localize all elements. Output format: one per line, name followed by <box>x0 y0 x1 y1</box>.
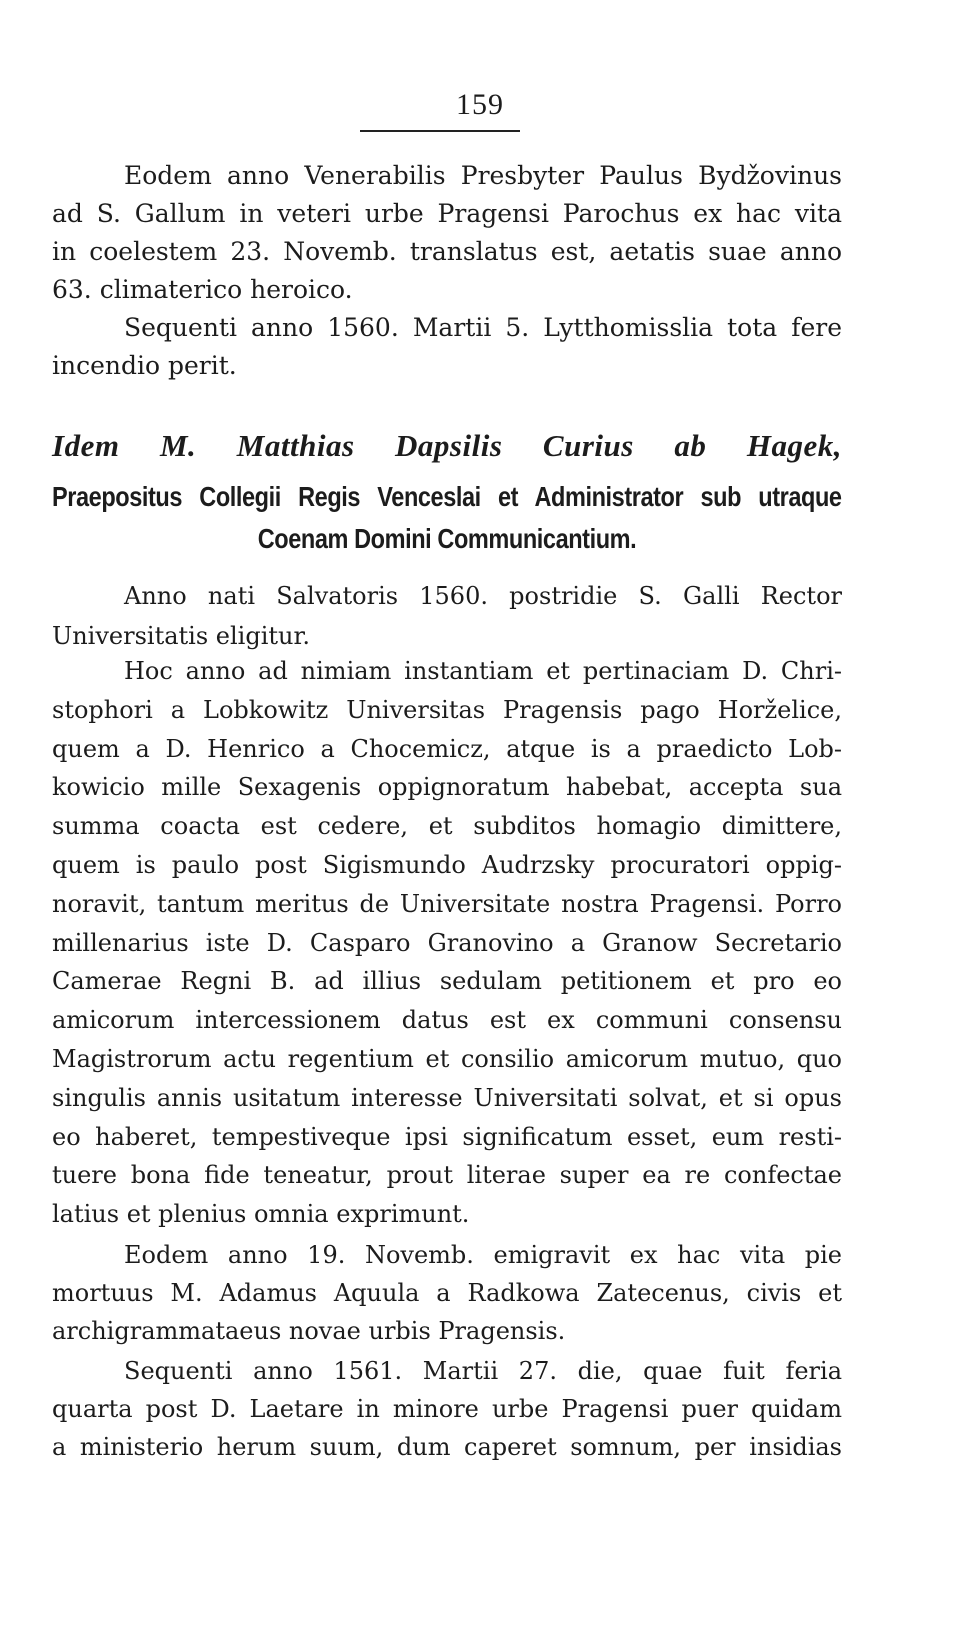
text-line: quarta post D. Laetare in minore urbe Pragensi puer quidam <box>52 1395 842 1423</box>
text-line: Eodem anno 19. Novemb. emigravit ex hac vita pie <box>124 1241 842 1269</box>
paragraph-4 <box>52 652 842 1234</box>
text-line: in coelestem 23. Novemb. translatus est, aetatis suae anno <box>52 237 842 266</box>
paragraph-6 <box>52 1352 842 1466</box>
text-line: 63. climaterico heroico. <box>52 275 353 304</box>
text-line: latius et plenius omnia exprimunt. <box>52 1200 470 1229</box>
text-line: Eodem anno Venerabilis Presbyter Paulus Bydžovinus <box>124 161 842 190</box>
text-line: millenarius iste D. Casparo Granovino a Granow Secretario <box>52 928 842 957</box>
paragraph-1 <box>52 157 842 309</box>
text-line: a ministerio herum suum, dum caperet somnum, per insidias <box>52 1433 842 1461</box>
text-line: Sequenti anno 1561. Martii 27. die, quae fuit feria <box>124 1357 842 1385</box>
paragraph-5 <box>52 1236 842 1350</box>
text-line: amicorum intercessionem datus est ex communi consensu <box>52 1006 842 1035</box>
text-line: Magistrorum actu regentium et consilio amicorum mutuo, quo <box>52 1044 842 1073</box>
text-line: ad S. Gallum in veteri urbe Pragensi Parochus ex hac vita <box>52 199 842 228</box>
text-line: Sequenti anno 1560. Martii 5. Lytthomisslia tota fere <box>124 313 842 342</box>
subtitle-line: Coenam Domini Communicantium. <box>257 523 637 554</box>
text-line: Universitatis eligitur. <box>52 622 310 650</box>
text-line: summa coacta est cedere, et subditos homagio dimittere, <box>52 812 842 841</box>
text-line: Camerae Regni B. ad illius sedulam petitionem et pro eo <box>52 967 842 996</box>
section-heading-subtitle <box>52 476 842 560</box>
text-line: archigrammataeus novae urbis Pragensis. <box>52 1317 566 1345</box>
header-rule <box>360 130 520 132</box>
text-line: stophori a Lobkowitz Universitas Pragensis pago Horželice, <box>52 695 842 724</box>
section-heading-title: Idem M. Matthias Dapsilis Curius ab Hagek, <box>52 428 842 463</box>
text-line: mortuus M. Adamus Aquula a Radkowa Zatecenus, civis et <box>52 1279 842 1307</box>
text-line: noravit, tantum meritus de Universitate nostra Pragensi. Porro <box>52 889 842 918</box>
text-line: quem is paulo post Sigismundo Audrzsky procuratori oppig- <box>52 850 842 879</box>
text-line: Anno nati Salvatoris 1560. postridie S. Galli Rector <box>124 582 842 610</box>
text-line: kowicio mille Sexagenis oppignoratum habebat, accepta sua <box>52 773 842 802</box>
text-line: singulis annis usitatum interesse Universitati solvat, et si opus <box>52 1083 842 1112</box>
text-line: Hoc anno ad nimiam instantiam et pertinaciam D. Chri- <box>124 657 842 685</box>
text-line: tuere bona fide teneatur, prout literae super ea re confectae <box>52 1161 842 1190</box>
paragraph-2 <box>52 309 842 385</box>
text-line: eo haberet, tempestiveque ipsi significatum esset, eum resti- <box>52 1122 842 1151</box>
subtitle-line: Praepositus Collegii Regis Venceslai et Administrator sub utraque <box>52 481 842 512</box>
page-number: 159 <box>456 88 504 121</box>
text-line: incendio perit. <box>52 351 237 380</box>
paragraph-3 <box>52 576 842 656</box>
text-line: quem a D. Henrico a Chocemicz, atque is a praedicto Lob- <box>52 734 842 763</box>
